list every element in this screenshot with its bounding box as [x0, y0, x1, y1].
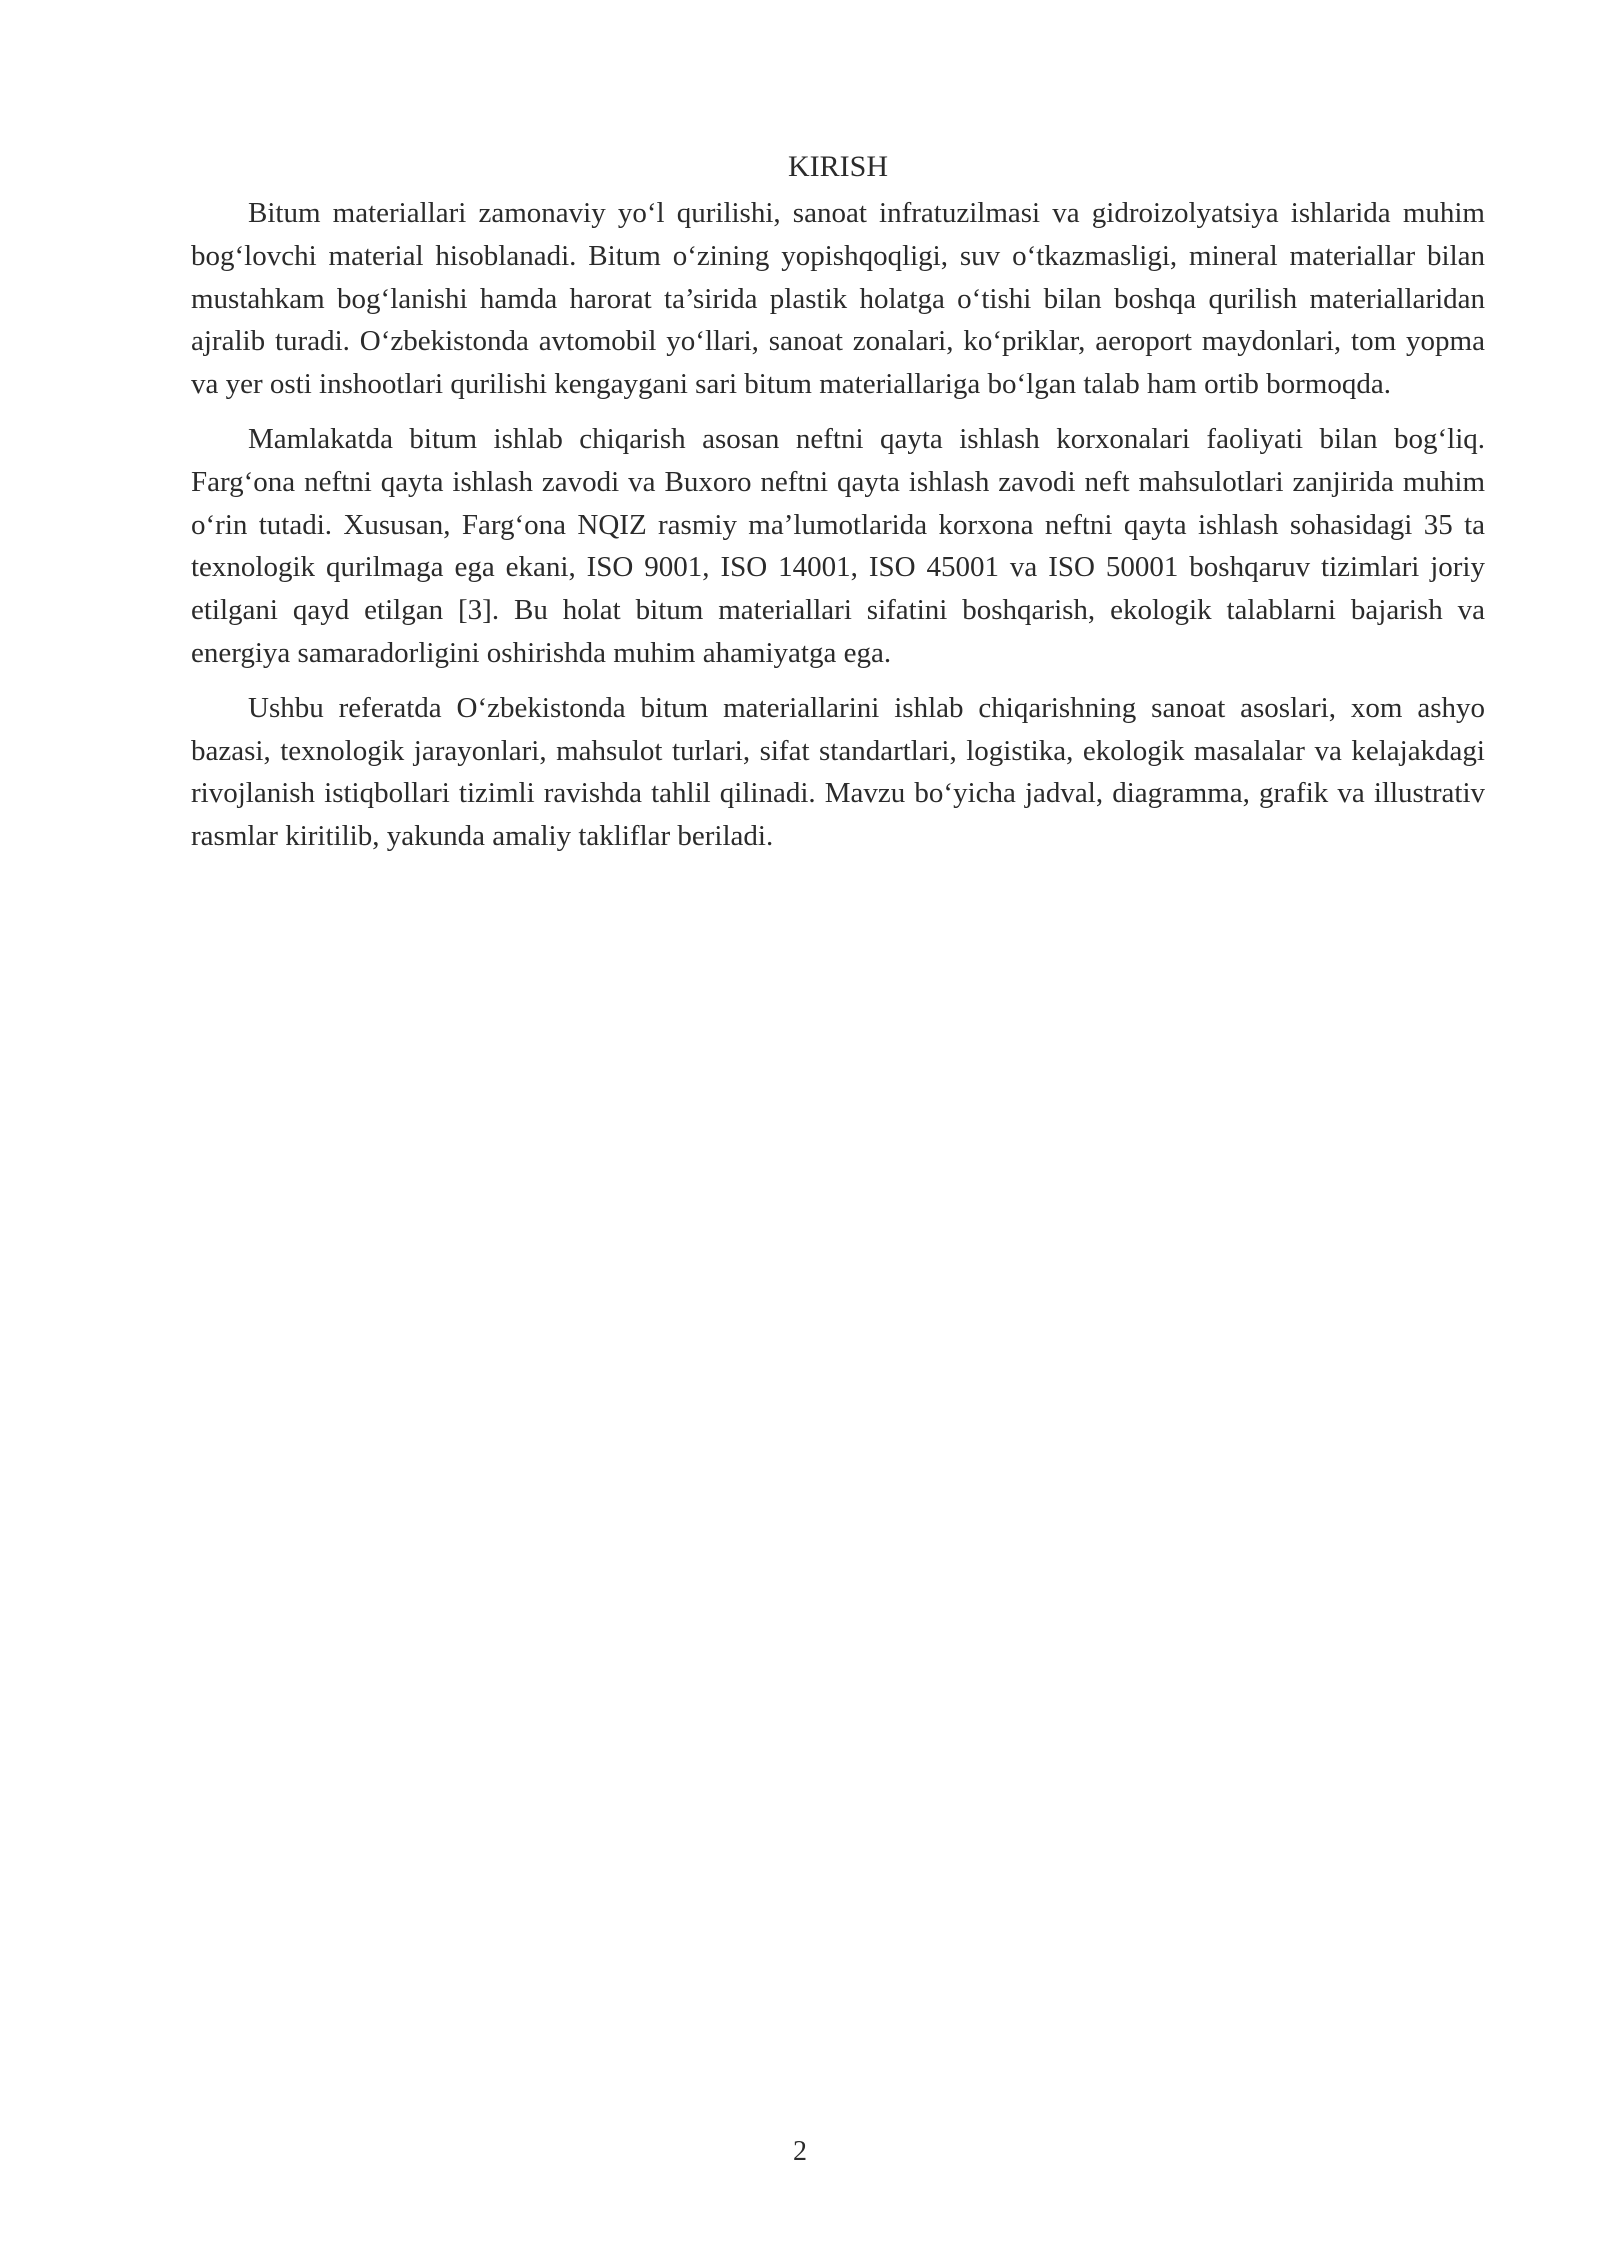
paragraph-production: Mamlakatda bitum ishlab chiqarish asosan neftni qayta ishlash korxonalari faoliyati bilan bog‘liq. Farg‘ona neftni qayta ishlash zavodi va Buxoro neftni qayta ishlash zavodi neft mahsulotlari zanjirida muhim o‘rin tutadi. Xususan, Farg‘ona NQIZ rasmiy ma’lumotlarida korxona neftni qayta ishlash sohasidagi 35 ta texnologik qurilmaga ega ekani, ISO 9001, ISO 14001, ISO 45001 va ISO 50001 boshqaruv tizimlari joriy etilgani qayd etilgan [3]. Bu holat bitum materiallari sifatini boshqarish, ekologik talablarni bajarish va energiya samaradorligini oshirishda muhim ahamiyatga ega.: [191, 422, 1485, 669]
paragraph-scope: Ushbu referatda O‘zbekistonda bitum materiallarini ishlab chiqarishning sanoat asoslari, xom ashyo bazasi, texnologik jarayonlari, mahsulot turlari, sifat standartlari, logistika, ekologik masalalar va kelajakdagi rivojlanish istiqbollari tizimli ravishda tahlil qilinadi. Mavzu bo‘yicha jadval, diagramma, grafik va illustrativ rasmlar kiritilib, yakunda amaliy takliflar beriladi.: [191, 691, 1485, 853]
page-content: [191, 146, 1485, 870]
page-number: 2: [793, 2136, 807, 2167]
paragraph-introduction: Bitum materiallari zamonaviy yo‘l qurilishi, sanoat infratuzilmasi va gidroizolyatsiya ishlarida muhim bog‘lovchi material hisoblanadi. Bitum o‘zining yopishqoqligi, suv o‘tkazmasligi, mineral materiallar bilan mustahkam bog‘lanishi hamda harorat ta’sirida plastik holatga o‘tishi bilan boshqa qurilish materiallaridan ajralib turadi. O‘zbekistonda avtomobil yo‘llari, sanoat zonalari, ko‘priklar, aeroport maydonlari, tom yopma va yer osti inshootlari qurilishi kengaygani sari bitum materiallariga bo‘lgan talab ham ortib bormoqda.: [191, 197, 1485, 401]
section-heading: KIRISH: [787, 150, 888, 183]
